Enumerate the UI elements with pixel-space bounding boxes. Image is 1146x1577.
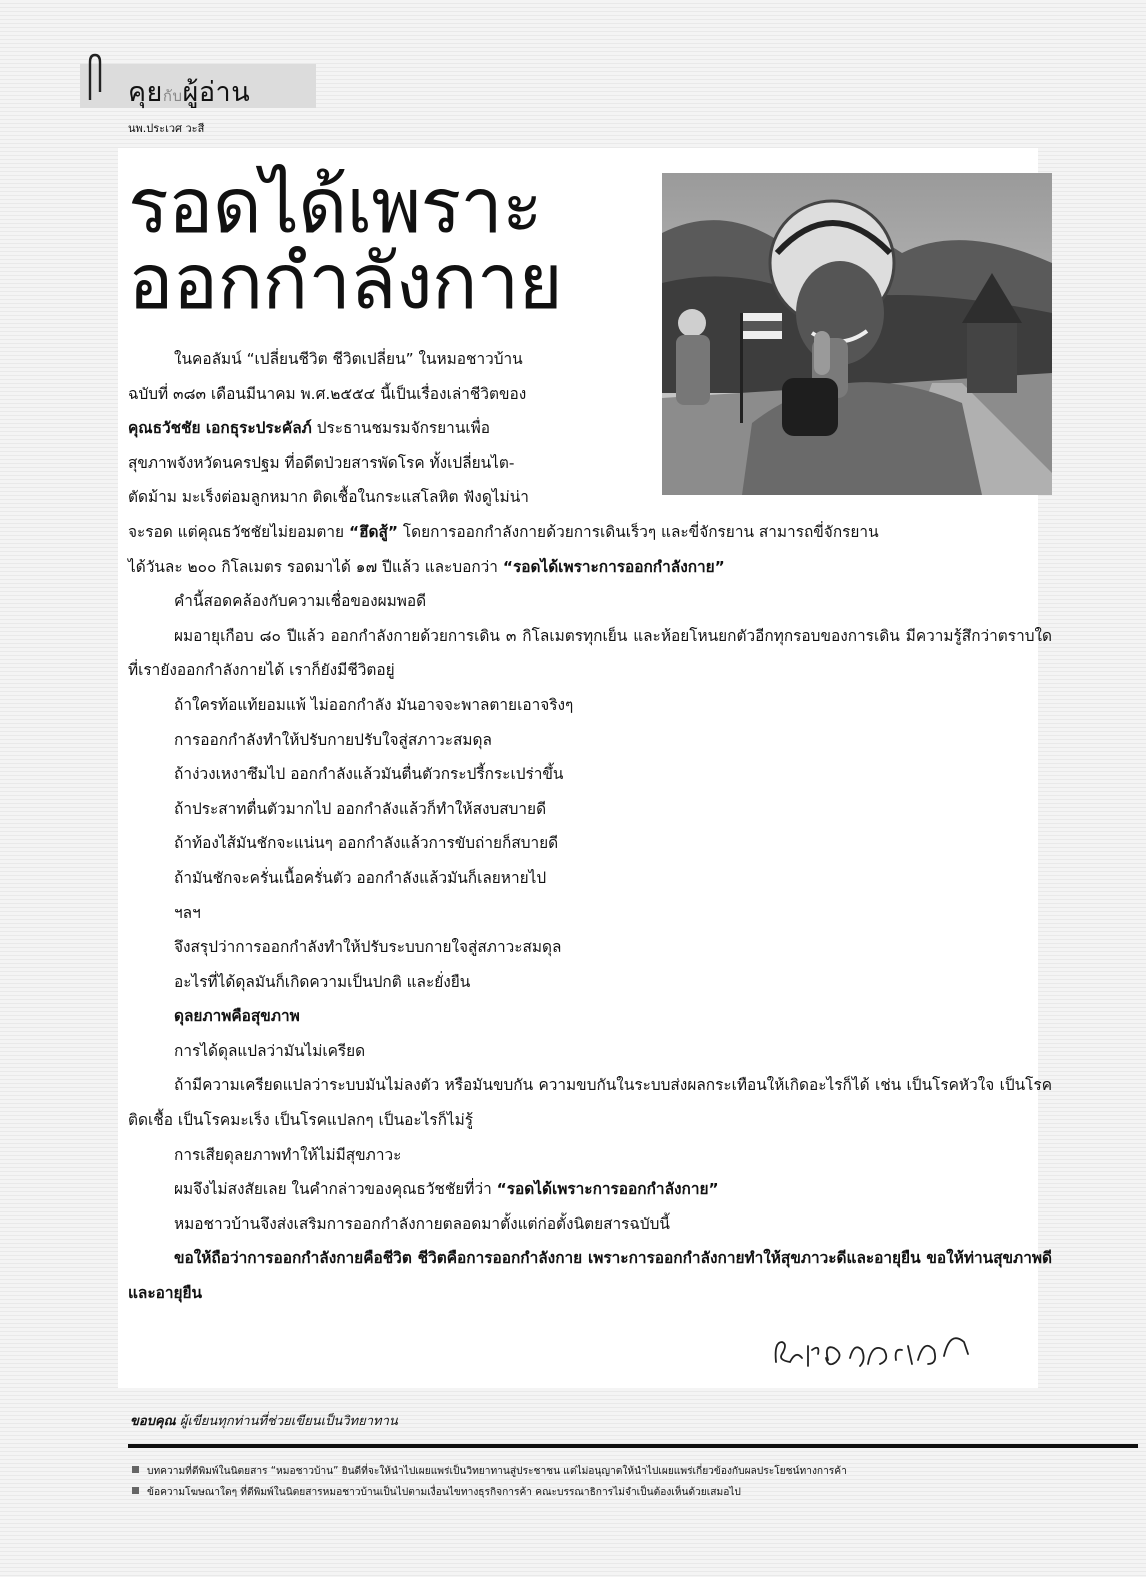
body-line: การได้ดุลแปลว่ามันไม่เครียด	[174, 1041, 366, 1060]
body-line: คุณธวัชชัย เอกธุระประคัลภ์ ประธานชมรมจักรยานเพื่อ	[128, 419, 490, 438]
body-line: ผมจึงไม่สงสัยเลย ในคำกล่าวของคุณธวัชชัยที่ว่า “รอดได้เพราะการออกกำลังกาย”	[174, 1180, 719, 1199]
article-body	[128, 342, 1052, 1311]
body-line: การออกกำลังทำให้ปรับกายปรับใจสู่สภาวะสมดุล	[174, 730, 492, 749]
paperclip-icon	[84, 52, 104, 102]
body-line: อะไรที่ได้ดุลมันก็เกิดความเป็นปกติ และยั่งยืน	[174, 972, 471, 991]
handwritten-signature	[768, 1320, 978, 1380]
body-line: ถ้าง่วงเหงาซึมไป ออกกำลังแล้วมันตื่นตัวกระปรี้กระเปร่าขึ้น	[174, 765, 564, 784]
body-subheading: ดุลยภาพคือสุขภาพ	[174, 1007, 300, 1026]
thanks-note: ขอบคุณ ผู้เขียนทุกท่านที่ช่วยเขียนเป็นวิทยาทาน	[130, 1414, 398, 1429]
square-bullet-icon	[132, 1466, 139, 1473]
body-line: คำนี้สอดคล้องกับความเชื่อของผมพอดี	[174, 592, 427, 611]
body-line: ได้วันละ ๒๐๐ กิโลเมตร รอดมาได้ ๑๗ ปีแล้ว และบอกว่า “รอดได้เพราะการออกกำลังกาย”	[128, 557, 725, 576]
body-line: ฯลฯ	[174, 903, 201, 922]
footer-note: ข้อความโฆษณาใดๆ ที่ตีพิมพ์ในนิตยสารหมอชาวบ้านเป็นไปตามเงื่อนไขทางธุรกิจการค้า คณะบรรณาธิการไม่จำเป็นต้องเห็นด้วยเสมอไป	[132, 1482, 847, 1503]
closing-paragraph: ขอให้ถือว่าการออกกำลังกายคือชีวิต ชีวิตคือการออกกำลังกาย เพราะการออกกำลังกายทำให้สุขภาวะดีและอายุยืน ขอให้ท่านสุขภาพดีและอายุยืน	[128, 1249, 1052, 1303]
square-bullet-icon	[132, 1487, 139, 1494]
body-line: ถ้าท้องไส้มันชักจะแน่นๆ ออกกำลังแล้วการขับถ่ายก็สบายดี	[174, 834, 559, 853]
footer-notes	[132, 1461, 847, 1503]
footer-divider	[128, 1444, 1138, 1448]
headline-line-2: ออกกำลังกาย	[128, 237, 562, 326]
body-paragraph: ผมอายุเกือบ ๘๐ ปีแล้ว ออกกำลังกายด้วยการเดิน ๓ กิโลเมตรทุกเย็น และห้อยโหนยกตัวอีกทุกรอบของการเดิน มีความรู้สึกว่าตราบใดที่เรายังออกกำลังกายได้ เราก็ยังมีชีวิตอยู่	[128, 626, 1052, 680]
column-title: คุยกับผู้อ่าน	[128, 77, 251, 108]
body-line: ตัดม้าม มะเร็งต่อมลูกหมาก ติดเชื้อในกระแสโลหิต ฟังดูไม่น่า	[128, 488, 529, 507]
body-line: ฉบับที่ ๓๘๓ เดือนมีนาคม พ.ศ.๒๕๕๔ นี้เป็นเรื่องเล่าชีวิตของ	[128, 384, 527, 403]
body-line: ถ้าประสาทตื่นตัวมากไป ออกกำลังแล้วก็ทำให้สงบสบายดี	[174, 799, 547, 818]
headline-line-1: รอดได้เพราะ	[128, 161, 542, 250]
body-line: สุขภาพจังหวัดนครปฐม ที่อดีตป่วยสารพัดโรค ทั้งเปลี่ยนไต-	[128, 453, 515, 472]
author-byline: นพ.ประเวศ วะสี	[128, 122, 205, 135]
body-line: จึงสรุปว่าการออกกำลังทำให้ปรับระบบกายใจสู่สภาวะสมดุล	[174, 938, 562, 957]
body-line: จะรอด แต่คุณธวัชชัยไม่ยอมตาย “ฮึดสู้” โดยการออกกำลังกายด้วยการเดินเร็วๆ และขี่จักรยาน สามารถขี่จักรยาน	[128, 522, 879, 541]
article-headline	[128, 161, 562, 326]
body-line: ในคอลัมน์ “เปลี่ยนชีวิต ชีวิตเปลี่ยน” ในหมอชาวบ้าน	[174, 350, 523, 368]
footer-note: บทความที่ตีพิมพ์ในนิตยสาร “หมอชาวบ้าน” ยินดีที่จะให้นำไปเผยแพร่เป็นวิทยาทานสู่ประชาชน แต่ไม่อนุญาตให้นำไปเผยแพร่เกี่ยวข้องกับผลประโยชน์ทางการค้า	[132, 1461, 847, 1482]
body-line: ถ้ามันชักจะครั่นเนื้อครั่นตัว ออกกำลังแล้วมันก็เลยหายไป	[174, 868, 547, 887]
body-line: การเสียดุลยภาพทำให้ไม่มีสุขภาวะ	[174, 1145, 402, 1164]
body-line: ถ้าใครท้อแท้ยอมแพ้ ไม่ออกกำลัง มันอาจจะพาลตายเอาจริงๆ	[174, 695, 574, 714]
body-paragraph: ถ้ามีความเครียดแปลว่าระบบมันไม่ลงตัว หรือมันขบกัน ความขบกันในระบบส่งผลกระเทือนให้เกิดอะไรก็ได้ เช่น เป็นโรคหัวใจ เป็นโรคติดเชื้อ เป็นโรคมะเร็ง เป็นโรคแปลกๆ เป็นอะไรก็ไม่รู้	[128, 1076, 1052, 1130]
body-line: หมอชาวบ้านจึงส่งเสริมการออกกำลังกายตลอดมาตั้งแต่ก่อตั้งนิตยสารฉบับนี้	[174, 1214, 670, 1233]
intro-paragraph	[128, 342, 636, 515]
